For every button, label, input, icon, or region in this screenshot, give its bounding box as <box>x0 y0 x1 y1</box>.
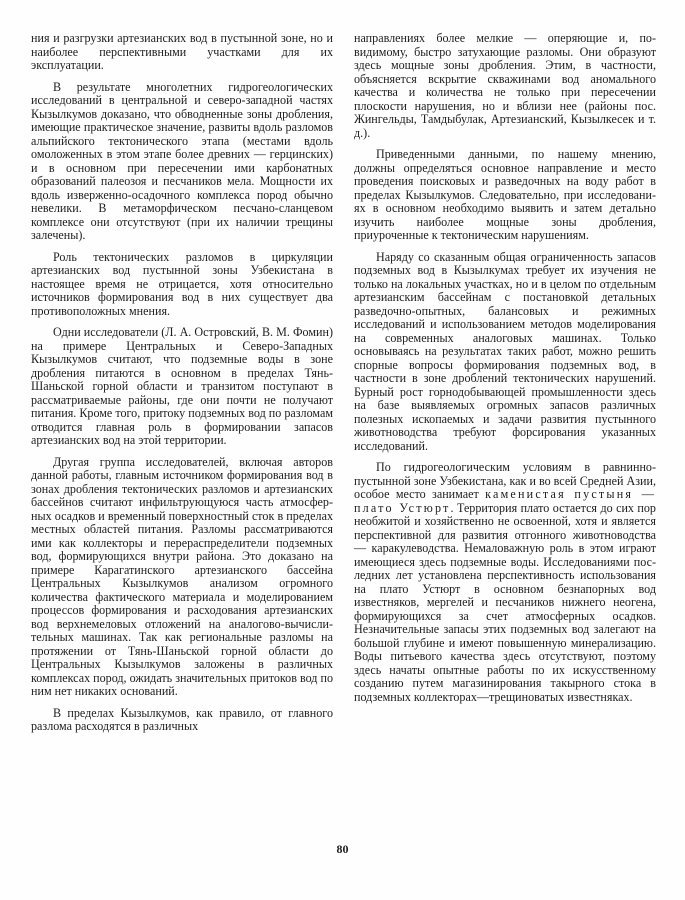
paragraph: В пределах Кызылкумов, как правило, от главного разлома расходятся в различных <box>31 705 333 733</box>
page-number: 80 <box>336 842 349 856</box>
paragraph: Другая группа исследователей, включая авторов данной работы, главным источником формирования вод в зонах дробления тектонических разломов и артезианских бассейнов считают инфильтрующуюся часть атмосферных осадков и временный поверхностный сток в пределах местных областей питания. Разломы рассматриваются ими как коллекторы и перераспределители подземных вод, формирующихся внутри района. Это доказано на примере Карагатинского артезианского бассейна Центральных Кызылкумов анализом огромного количества фактического материала и моделированием процессов формирования и расходования артезианских вод верхнемеловых отложений на аналогово-вычислительных машинах. Так как региональные разломы на протяжении от Тянь-Шаньской горной области до Центральных Кызылкумов заложены в различных комплексах пород, ожидать значительных притоков вод по ним нет никаких оснований. <box>31 454 333 698</box>
paragraph <box>354 461 656 704</box>
left-text-column <box>31 32 333 742</box>
paragraph: направлениях более мелкие — оперяющие и, по-видимому, быстро затухающие разломы. Они образуют здесь мощные зоны дробления. Этим, в частности, объясняется вскрытие скважинами вод аномального качества и количества не только при пересечении плоскости нарушения, но и вблизи нее (районы пос. Жингельды, Тамдыбулак, Артезианский, Кызылкесек и т. д.). <box>354 31 656 140</box>
emphasized-term: каменистая пустыня — плато Устюрт <box>354 487 657 515</box>
paragraph: Приведенными данными, по нашему мнению, должны определяться основное направление и место проведения поисковых и разведочных на воду работ в пределах Кызылкумов. Следовательно, при исследованиях в основном необходимо выявить и затем детально изучить наиболее мощные зоны дробления, приуроченные к тектоническим нарушениям. <box>354 147 656 242</box>
paragraph: Роль тектонических разломов в циркуляции артезианских вод пустынной зоны Узбекистана в настоящее время не отрицается, хотя относительно источников формирования вод в них существует два противоположных мнения. <box>31 249 333 318</box>
paragraph: Одни исследователи (Л. А. Островский, В. М. Фомин) на примере Центральных и Северо-Западных Кызылкумов считают, что подземные воды в зоне дробления питаются в основном в пределах Тянь-Шаньской горной области и транзитом поступают в рассматриваемые районы, где они почти не получают питания. Кроме того, притоку подземных вод по разломам отводится главная роль в формировании запасов артезианских вод на этой территории. <box>31 325 333 447</box>
right-text-column <box>354 32 656 712</box>
paragraph-text: По гидрогеологическим условиям в равнинно-пустынной зоне Узбекистана, как и во всей Средней Азии, особое место занимает <box>354 460 656 501</box>
paragraph-text: . Территория плато остается до сих пор необжитой и хозяйственно не освоенной, хотя и является перспективной для развития отгонного животноводства — каракулеводства. Немаловажную роль в этом играют имеющиеся здесь подземные воды. Исследованиями последних лет установлена перспективность использования на плато Устюрт в основном безнапорных вод известняков, мергелей и песчаников нижнего неогена, формирующихся за счет атмосферных осадков. Незначительные запасы этих подземных вод залегают на большой глубине и имеют повышенную минерализацию. Воды питьевого качества здесь отсутствуют, поэтому здесь начаты опытные работы по их искусственному созданию путем магазинирования такырного стока в подземных коллекторах—трещиноватых известняках. <box>354 500 656 704</box>
paragraph: В результате многолетних гидрогеологических исследований в центральной и северо-западной частях Кызылкумов доказано, что обводненные зоны дробления, имеющие практическое значение, развиты вдоль разломов альпийского тектонического этапа (местами вдоль омоложенных в этом этапе более древних — герцинских) и в основном при пересечении ими карбонатных образований палеозоя и песчаников мела. Мощности их вдоль изверженно-осадочного комплекса пород обычно невелики. В метаморфическом песчано-сланцевом комплексе они отсутствуют (при их наличии трещины залечены). <box>31 79 333 242</box>
paragraph: ния и разгрузки артезианских вод в пустынной зоне, но и наиболее перспективными участками для их эксплуатации. <box>31 31 333 72</box>
paragraph: Наряду со сказанным общая ограниченность запасов подземных вод в Кызылкумах требует их изучения не только на локальных участках, но и в целом по отдельным артезианским бассейнам с постановкой детальных разведочно-опытных, балансовых и режимных исследований и использованием методов моделирования на современных аналоговых машинах. Только основываясь на результатах таких работ, можно решить спорные вопросы формирования подземных вод, в частности в зоне дроблений тектонических нарушений. Бурный рост горнодобывающей промышленности здесь на базе выявляемых огромных запасов различных полезных ископаемых и задачи развития пустынного животноводства требуют форсирования указанных исследований. <box>354 249 656 453</box>
